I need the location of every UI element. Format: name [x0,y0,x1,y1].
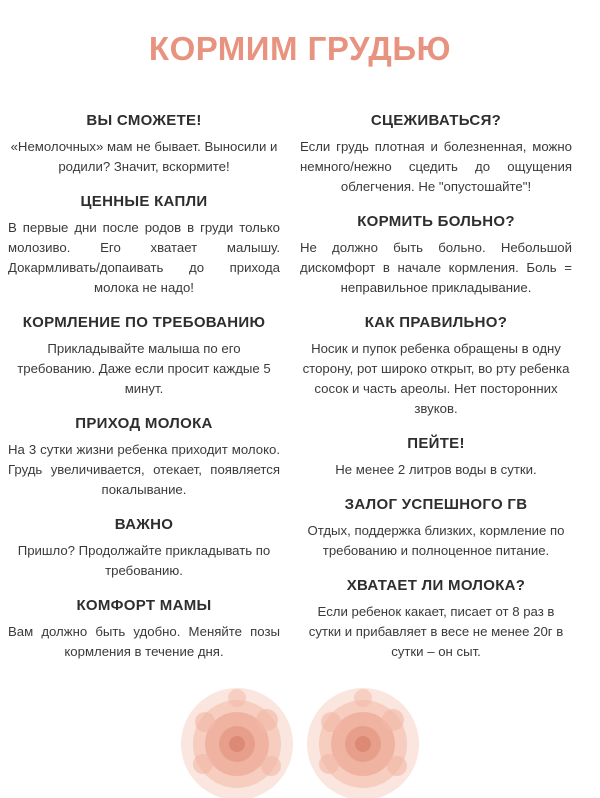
flower-right-icon [307,688,419,798]
section-heading: КОРМИТЬ БОЛЬНО? [357,213,515,230]
section-text: Если грудь плотная и болезненная, можно немного/нежно сцедить до ощущения облегчения. Не "опустошайте"! [300,139,572,194]
section-heading: ХВАТАЕТ ЛИ МОЛОКА? [346,577,526,594]
section-zalog-uspeshnogo-gv [300,496,572,561]
section-kormit-bolno [300,213,572,298]
section-text: Пришло? Продолжайте прикладывать по требованию. [17,543,271,578]
page-title: КОРМИМ ГРУДЬЮ [148,30,452,67]
section-heading: ПРИХОД МОЛОКА [75,415,213,432]
section-text: Отдых, поддержка близких, кормление по требованию и полноценное питание. [307,523,565,558]
section-heading: ЦЕННЫЕ КАПЛИ [80,193,208,210]
left-column [8,112,280,678]
section-text: Вам должно быть удобно. Меняйте позы кормления в течение дня. [8,624,280,659]
section-vazhno [8,516,280,581]
section-heading: КОРМЛЕНИЕ ПО ТРЕБОВАНИЮ [22,314,266,331]
section-kak-pravilno [300,314,572,419]
section-text: «Немолочных» мам не бывает. Выносили и родили? Значит, вскормите! [10,139,278,174]
section-heading: СЦЕЖИВАТЬСЯ? [370,112,502,129]
section-text: Носик и пупок ребенка обращены в одну сторону, рот широко открыт, во рту ребенка сосок и часть ареолы. Нет посторонних звуков. [302,341,570,416]
section-komfort-mamy [8,597,280,662]
section-tsennye-kapli [8,193,280,298]
section-text: В первые дни после родов в груди только молозиво. Его хватает малышу. Докармливать/допаивать до прихода молока не надо! [8,220,280,295]
section-kormlenie-po-trebovaniyu [8,314,280,399]
flower-left-icon [181,688,293,798]
section-vy-smozhete [8,112,280,177]
section-text: Не должно быть больно. Небольшой дискомфорт в начале кормления. Боль = неправильное прикладывание. [300,240,572,295]
section-khvataet-li-moloka [300,577,572,662]
section-heading: КОМФОРТ МАМЫ [76,597,212,614]
section-prikhod-moloka [8,415,280,500]
section-heading: ВАЖНО [114,516,174,533]
flower-illustration [175,682,425,798]
section-text: Прикладывайте малыша по его требованию. Даже если просит каждые 5 минут. [17,341,271,396]
section-text: На 3 сутки жизни ребенка приходит молоко. Грудь увеличивается, отекает, появляется покалывание. [8,442,280,497]
section-heading: ПЕЙТЕ! [407,435,465,452]
section-sczhivatsya [300,112,572,197]
right-column [300,112,572,678]
section-text: Не менее 2 литров воды в сутки. [335,462,537,477]
section-heading: КАК ПРАВИЛЬНО? [364,314,508,331]
section-text: Если ребенок какает, писает от 8 раз в сутки и прибавляет в весе не менее 20г в сутки – он сыт. [308,604,564,659]
section-peyte [300,435,572,480]
section-heading: ЗАЛОГ УСПЕШНОГО ГВ [344,496,528,513]
section-heading: ВЫ СМОЖЕТЕ! [86,112,202,129]
